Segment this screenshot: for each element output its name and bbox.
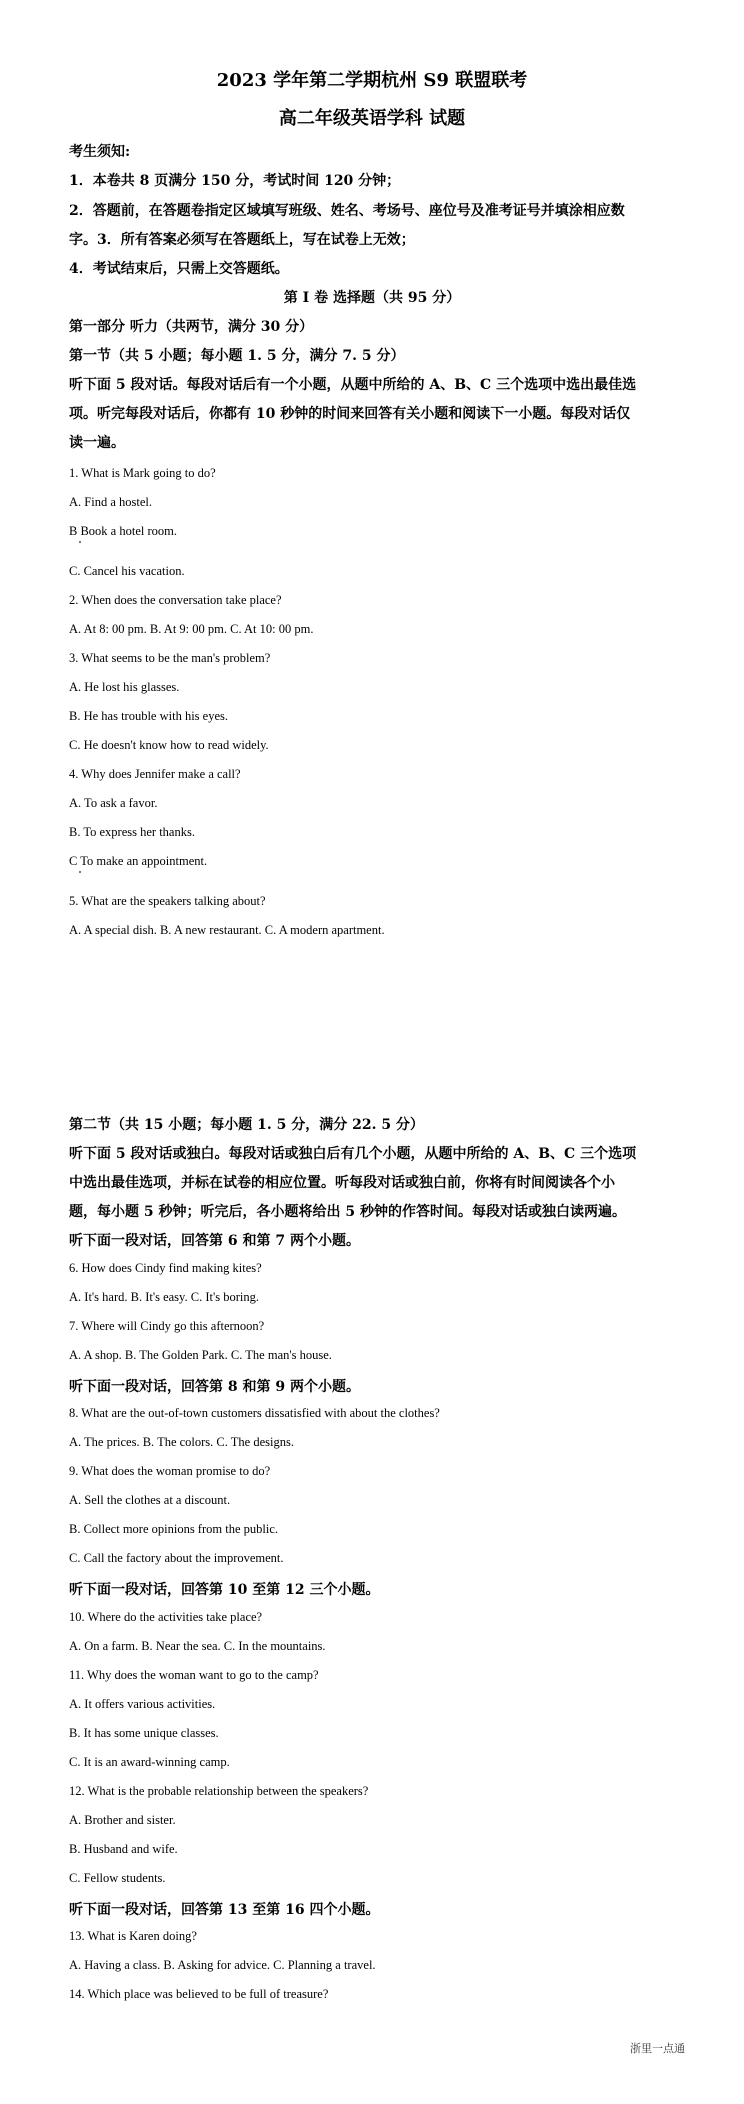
option-line: A. A special dish. B. A new restaurant. C. A modern apartment.: [69, 923, 385, 937]
dialogue-heading: 听下面一段对话，回答第 6 和第 7 两个小题。: [69, 1233, 360, 1249]
section2-title: 第二节（共 15 小题；每小题 1. 5 分，满分 22. 5 分）: [69, 1117, 424, 1133]
section2-instruction: 题，每小题 5 秒钟；听完后，各小题将给出 5 秒钟的作答时间。每段对话或独白读两遍。: [69, 1204, 626, 1220]
question-line: 9. What does the woman promise to do?: [69, 1464, 271, 1478]
volume-title: 第 I 卷 选择题（共 95 分）: [283, 290, 461, 306]
option-line: A. On a farm. B. Near the sea. C. In the mountains.: [69, 1639, 326, 1653]
option-line: B. To express her thanks.: [69, 825, 195, 839]
option-line: A. Sell the clothes at a discount.: [69, 1493, 231, 1507]
dialogue-heading: 听下面一段对话，回答第 10 至第 12 三个小题。: [69, 1582, 380, 1598]
watermark: 浙里一点通: [630, 2042, 685, 2055]
option-line: A. Brother and sister.: [69, 1813, 176, 1827]
option-line: C To make an appointment.: [69, 854, 208, 868]
option-line: B. Husband and wife.: [69, 1842, 178, 1856]
question-line: 8. What are the out-of-town customers dissatisfied with about the clothes?: [69, 1406, 440, 1420]
notice-item: 1．本卷共 8 页满分 150 分，考试时间 120 分钟；: [69, 173, 401, 189]
section1-instruction: 读一遍。: [69, 435, 125, 451]
option-line: C. Cancel his vacation.: [69, 564, 185, 578]
option-line: A. He lost his glasses.: [69, 680, 180, 694]
section1-title: 第一节（共 5 小题；每小题 1. 5 分，满分 7. 5 分）: [69, 348, 405, 364]
section1-instruction: 项。听完每段对话后，你都有 10 秒钟的时间来回答有关小题和阅读下一小题。每段对话仅: [69, 406, 631, 422]
question-line: 12. What is the probable relationship between the speakers?: [69, 1784, 369, 1798]
part1-title: 第一部分 听力（共两节，满分 30 分）: [69, 319, 314, 335]
dialogue-heading: 听下面一段对话，回答第 8 和第 9 两个小题。: [69, 1379, 360, 1395]
option-line: A. It offers various activities.: [69, 1697, 216, 1711]
option-line: A. A shop. B. The Golden Park. C. The man's house.: [69, 1348, 332, 1362]
option-line: B. It has some unique classes.: [69, 1726, 219, 1740]
option-line: A. Find a hostel.: [69, 495, 152, 509]
dialogue-heading: 听下面一段对话，回答第 13 至第 16 四个小题。: [69, 1902, 380, 1918]
option-line: B. Collect more opinions from the public.: [69, 1522, 278, 1536]
option-line: B Book a hotel room.: [69, 524, 177, 538]
question-line: 14. Which place was believed to be full of treasure?: [69, 1987, 329, 2001]
option-line: C. Fellow students.: [69, 1871, 166, 1885]
notice-item: 2．答题前，在答题卷指定区域填写班级、姓名、考场号、座位号及准考证号并填涂相应数: [69, 203, 625, 219]
question-line: 6. How does Cindy find making kites?: [69, 1261, 262, 1275]
notice-heading: 考生须知:: [69, 144, 131, 160]
question-line: 2. When does the conversation take place?: [69, 593, 282, 607]
notice-item: 字。3．所有答案必须写在答题纸上，写在试卷上无效；: [69, 232, 415, 248]
option-line: A. It's hard. B. It's easy. C. It's boring.: [69, 1290, 259, 1304]
question-line: 7. Where will Cindy go this afternoon?: [69, 1319, 265, 1333]
stray-dot: [79, 871, 81, 873]
title-line-2: 高二年级英语学科 试题: [278, 108, 466, 129]
question-line: 11. Why does the woman want to go to the camp?: [69, 1668, 319, 1682]
stray-dot: [79, 541, 81, 543]
option-line: C. Call the factory about the improvement.: [69, 1551, 284, 1565]
question-line: 4. Why does Jennifer make a call?: [69, 767, 241, 781]
section2-instruction: 中选出最佳选项，并标在试卷的相应位置。听每段对话或独白前，你将有时间阅读各个小: [69, 1175, 615, 1191]
option-line: A. Having a class. B. Asking for advice. C. Planning a travel.: [69, 1958, 376, 1972]
option-line: A. The prices. B. The colors. C. The designs.: [69, 1435, 294, 1449]
option-line: C. He doesn't know how to read widely.: [69, 738, 269, 752]
title-line-1: 2023 学年第二学期杭州 S9 联盟联考: [216, 70, 528, 91]
option-line: C. It is an award-winning camp.: [69, 1755, 230, 1769]
section2-instruction: 听下面 5 段对话或独白。每段对话或独白后有几个小题，从题中所给的 A、B、C 三个选项: [69, 1146, 637, 1162]
question-line: 10. Where do the activities take place?: [69, 1610, 263, 1624]
question-line: 13. What is Karen doing?: [69, 1929, 197, 1943]
option-line: A. To ask a favor.: [69, 796, 158, 810]
notice-item: 4．考试结束后，只需上交答题纸。: [69, 261, 289, 277]
option-line: B. He has trouble with his eyes.: [69, 709, 229, 723]
option-line: A. At 8: 00 pm. B. At 9: 00 pm. C. At 10: 00 pm.: [69, 622, 314, 636]
question-line: 5. What are the speakers talking about?: [69, 894, 266, 908]
question-line: 1. What is Mark going to do?: [69, 466, 216, 480]
section1-instruction: 听下面 5 段对话。每段对话后有一个小题，从题中所给的 A、B、C 三个选项中选出最佳选: [69, 377, 637, 393]
question-line: 3. What seems to be the man's problem?: [69, 651, 271, 665]
